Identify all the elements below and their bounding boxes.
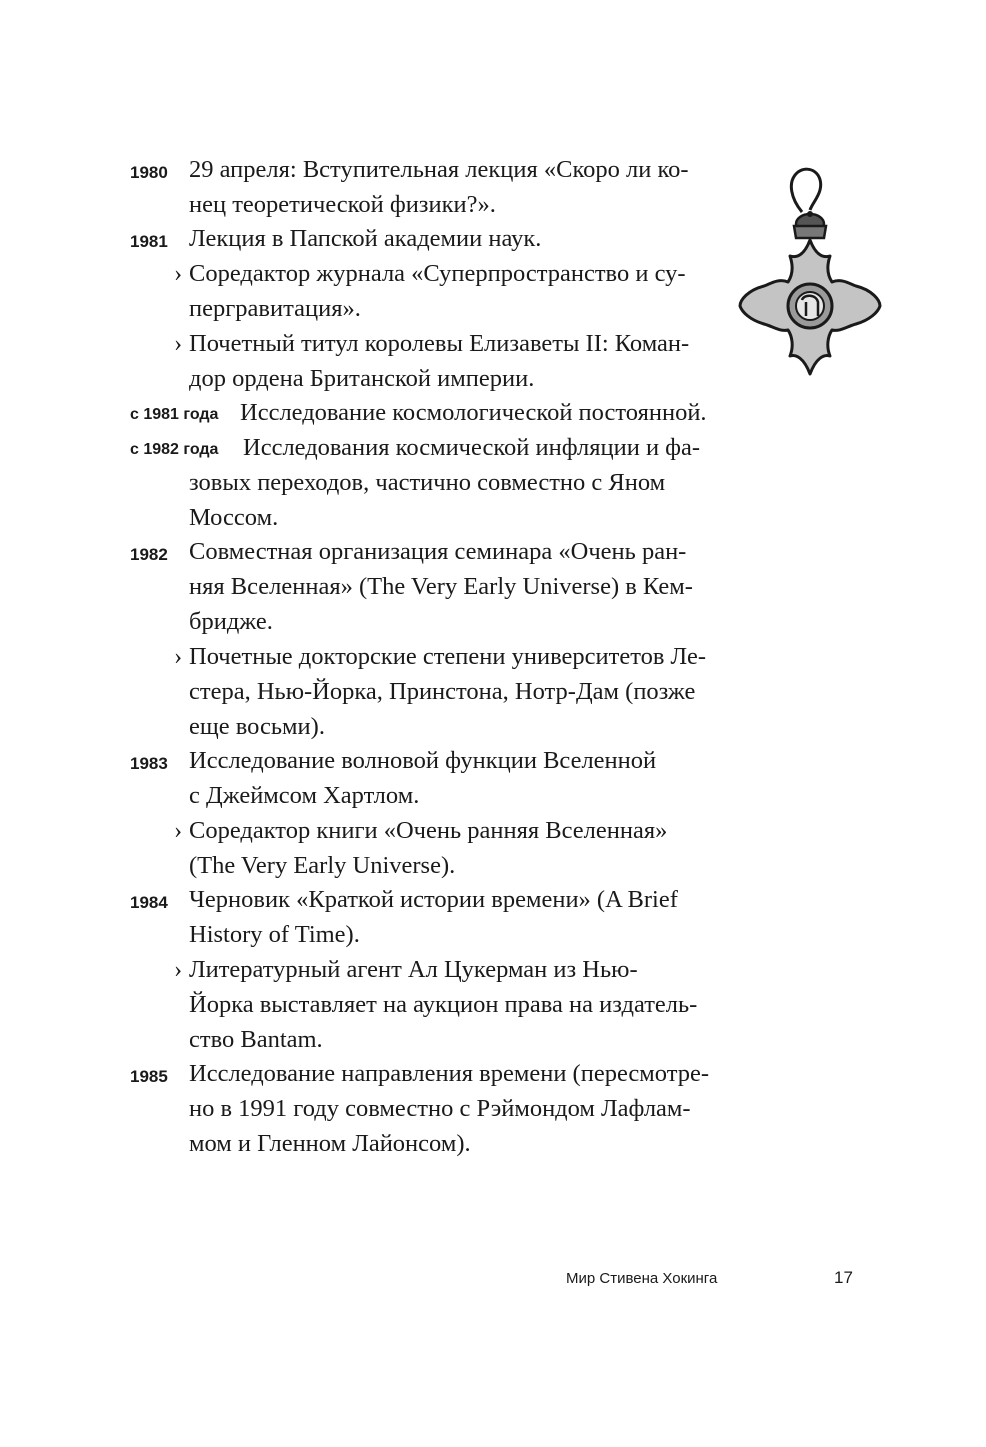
bullet-marker: › bbox=[174, 330, 183, 357]
bullet-text-line: (The Very Early Universe). bbox=[189, 852, 456, 879]
entry-year: 1985 bbox=[130, 1067, 168, 1086]
entry-year: 1981 bbox=[130, 232, 168, 251]
entry-text-line: Совместная организация семинара «Очень ран- bbox=[189, 538, 687, 565]
bullet-text-line: Соредактор книги «Очень ранняя Вселенная» bbox=[189, 817, 668, 844]
entry-year: 1983 bbox=[130, 754, 168, 773]
entry-text-line: няя Вселенная» (The Very Early Universe) в Кем- bbox=[189, 573, 693, 600]
entry-text-line: Исследование волновой функции Вселенной bbox=[189, 747, 657, 774]
entry-text-line: Моссом. bbox=[189, 504, 279, 531]
entry-text-line: Исследование направления времени (пересмотре- bbox=[189, 1060, 710, 1087]
entry-text-line: Исследование космологической постоянной. bbox=[240, 399, 707, 426]
entry-year: 1982 bbox=[130, 545, 168, 564]
entry-text-line: Черновик «Краткой истории времени» (A Brief bbox=[189, 886, 678, 913]
bullet-text-line: дор ордена Британской империи. bbox=[189, 365, 535, 392]
bullet-text-line: Литературный агент Ал Цукерман из Нью- bbox=[189, 956, 638, 983]
bullet-text-line: Йорка выставляет на аукцион права на издатель- bbox=[189, 991, 698, 1018]
bullet-marker: › bbox=[174, 956, 183, 983]
bullet-text-line: Почетные докторские степени университетов Ле- bbox=[189, 643, 707, 670]
entry-text-line: 29 апреля: Вступительная лекция «Скоро ли ко- bbox=[189, 156, 689, 183]
bullet-text-line: Соредактор журнала «Суперпространство и су- bbox=[189, 260, 686, 287]
bullet-text-line: ство Bantam. bbox=[189, 1026, 323, 1053]
running-footer-title: Мир Стивена Хокинга bbox=[566, 1270, 718, 1287]
entry-text-line: мом и Гленном Лайонсом). bbox=[189, 1130, 471, 1157]
entry-text-line: Исследования космической инфляции и фа- bbox=[243, 434, 701, 461]
entry-text-line: с Джеймсом Хартлом. bbox=[189, 782, 420, 809]
bullet-text-line: стера, Нью-Йорка, Принстона, Нотр-Дам (позже bbox=[189, 678, 696, 705]
entry-text-line: бридже. bbox=[189, 608, 273, 635]
entry-year: с 1981 года bbox=[130, 406, 219, 423]
bullet-text-line: еще восьми). bbox=[189, 713, 325, 740]
entry-text-line: History of Time). bbox=[189, 921, 360, 948]
entry-year: с 1982 года bbox=[130, 441, 219, 458]
page-number: 17 bbox=[834, 1268, 853, 1287]
bullet-marker: › bbox=[174, 817, 183, 844]
entry-year: 1980 bbox=[130, 163, 168, 182]
entry-year: 1984 bbox=[130, 893, 168, 912]
bullet-text-line: пергравитация». bbox=[189, 295, 361, 322]
bullet-text-line: Почетный титул королевы Елизаветы II: Коман- bbox=[189, 330, 690, 357]
entry-text-line: нец теоретической физики?». bbox=[189, 191, 496, 218]
entry-text-line: но в 1991 году совместно с Рэймондом Лафлам- bbox=[189, 1095, 691, 1122]
entry-text-line: зовых переходов, частично совместно с Яном bbox=[189, 469, 666, 496]
order-of-british-empire-medal-icon bbox=[728, 160, 888, 380]
bullet-marker: › bbox=[174, 643, 183, 670]
entry-text-line: Лекция в Папской академии наук. bbox=[189, 225, 542, 252]
bullet-marker: › bbox=[174, 260, 183, 287]
